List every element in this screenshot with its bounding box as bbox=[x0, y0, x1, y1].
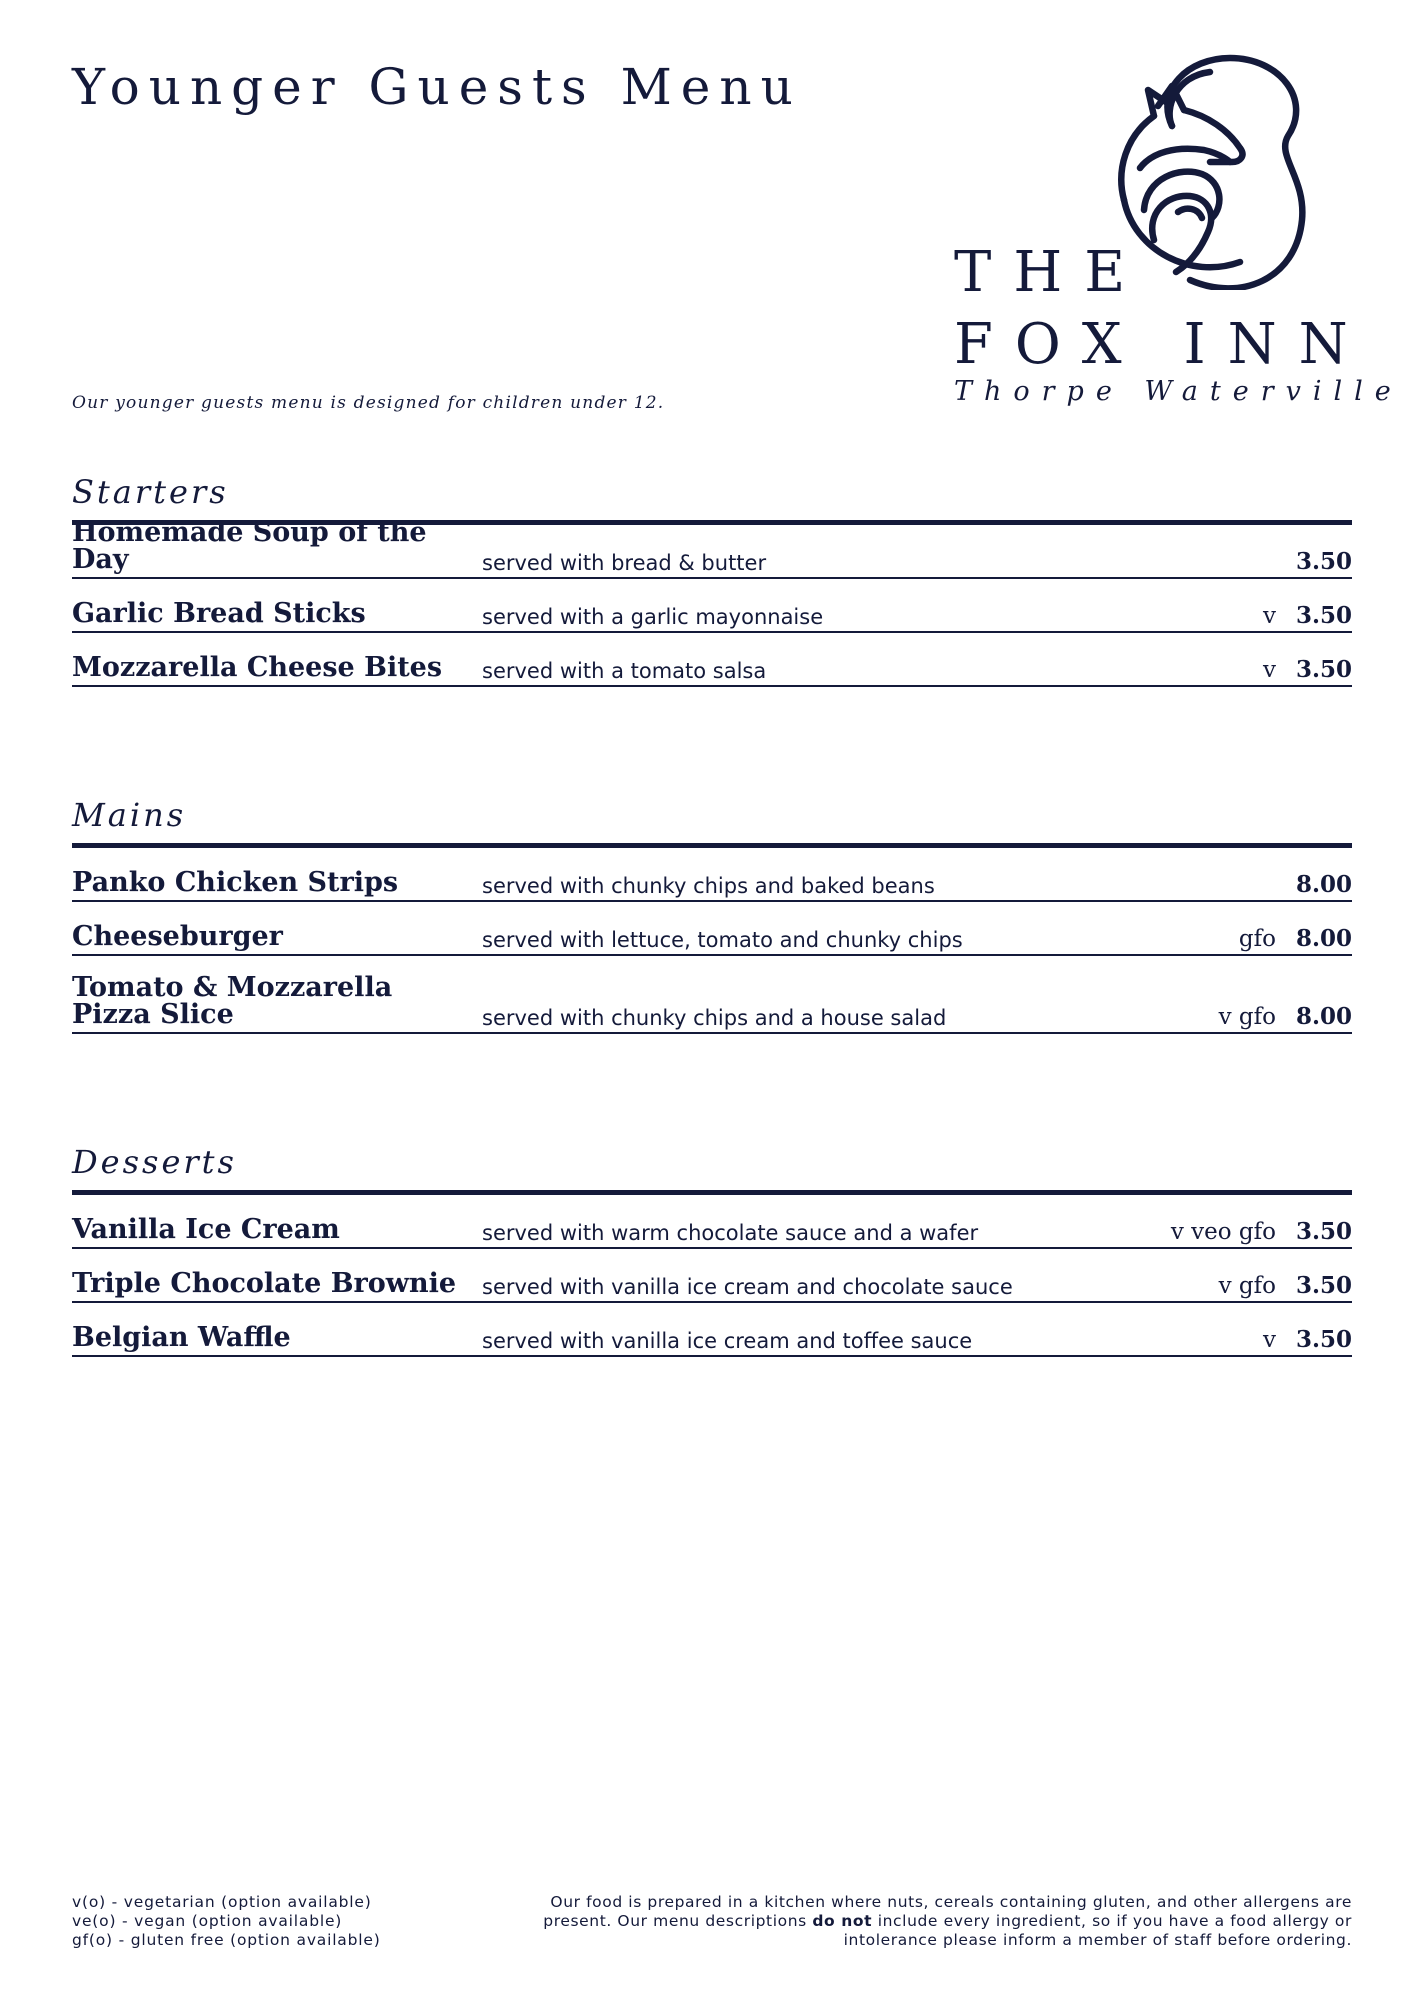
item-price: 8.00 bbox=[1295, 925, 1352, 952]
section-title: Starters bbox=[72, 473, 229, 511]
item-description: served with lettuce, tomato and chunky chips bbox=[482, 928, 963, 952]
item-dietary: v bbox=[1263, 657, 1276, 683]
item-price: 8.00 bbox=[1295, 871, 1352, 898]
item-description: served with bread & butter bbox=[482, 551, 767, 575]
intro-text: Our younger guests menu is designed for children under 12. bbox=[72, 393, 665, 413]
item-name: Vanilla Ice Cream bbox=[72, 1214, 340, 1245]
section-title: Desserts bbox=[72, 1143, 237, 1181]
allergen-notice bbox=[522, 1893, 1352, 1950]
item-price: 3.50 bbox=[1295, 1326, 1352, 1353]
allergen-notice-part1: Our food is prepared in a kitchen where nuts, cereals containing gluten, and other allergens are present. Our menu descriptions bbox=[543, 1893, 1352, 1930]
item-dietary: gfo bbox=[1238, 926, 1276, 952]
item-name: Mozzarella Cheese Bites bbox=[72, 652, 443, 683]
allergen-notice-part2: include every ingredient, so if you have a food allergy or intolerance please inform a member of staff before ordering. bbox=[843, 1912, 1352, 1949]
section-title: Mains bbox=[72, 796, 187, 834]
menu-item bbox=[72, 517, 1352, 579]
key-vegetarian: v(o) - vegetarian (option available) bbox=[72, 1893, 372, 1911]
item-description: served with warm chocolate sauce and a wafer bbox=[482, 1221, 979, 1245]
logo-line-fox-inn: FOX INN bbox=[954, 312, 1370, 377]
allergen-notice-emphasis: do not bbox=[812, 1912, 873, 1930]
dietary-key bbox=[72, 1893, 381, 1950]
item-price: 3.50 bbox=[1295, 656, 1352, 683]
item-description: served with chunky chips and baked beans bbox=[482, 874, 935, 898]
item-name: Cheeseburger bbox=[72, 921, 283, 952]
menu-item bbox=[72, 579, 1352, 633]
logo-line-the: THE bbox=[954, 240, 1148, 305]
item-name: Triple Chocolate Brownie bbox=[72, 1268, 457, 1299]
menu-item bbox=[72, 1249, 1352, 1303]
item-description: served with a garlic mayonnaise bbox=[482, 605, 824, 629]
item-dietary: v bbox=[1263, 603, 1276, 629]
item-dietary: v gfo bbox=[1218, 1004, 1276, 1030]
key-gluten-free: gf(o) - gluten free (option available) bbox=[72, 1931, 381, 1949]
item-price: 3.50 bbox=[1295, 1272, 1352, 1299]
item-name: Tomato & Mozzarella Pizza Slice bbox=[72, 972, 393, 1030]
item-name: Panko Chicken Strips bbox=[72, 867, 399, 898]
item-name: Homemade Soup of the Day bbox=[72, 517, 427, 575]
logo-location: Thorpe Waterville bbox=[954, 376, 1403, 407]
menu-item bbox=[72, 1303, 1352, 1357]
item-price: 8.00 bbox=[1295, 1003, 1352, 1030]
menu-item bbox=[72, 848, 1352, 902]
menu-item bbox=[72, 1195, 1352, 1249]
item-description: served with chunky chips and a house salad bbox=[482, 1006, 947, 1030]
item-description: served with a tomato salsa bbox=[482, 659, 767, 683]
item-price: 3.50 bbox=[1295, 1218, 1352, 1245]
key-vegan: ve(o) - vegan (option available) bbox=[72, 1912, 343, 1930]
item-dietary: v veo gfo bbox=[1170, 1219, 1276, 1245]
item-dietary: v gfo bbox=[1218, 1273, 1276, 1299]
item-name: Belgian Waffle bbox=[72, 1322, 291, 1353]
menu-item bbox=[72, 633, 1352, 687]
item-price: 3.50 bbox=[1295, 548, 1352, 575]
section-starters bbox=[72, 470, 1352, 687]
item-name: Garlic Bread Sticks bbox=[72, 598, 366, 629]
section-mains bbox=[72, 793, 1352, 1034]
fox-inn-logo bbox=[940, 50, 1403, 420]
item-description: served with vanilla ice cream and chocolate sauce bbox=[482, 1275, 1013, 1299]
menu-item bbox=[72, 956, 1352, 1034]
section-desserts bbox=[72, 1140, 1352, 1357]
page-title: Younger Guests Menu bbox=[72, 58, 802, 116]
menu-item bbox=[72, 902, 1352, 956]
item-dietary: v bbox=[1263, 1327, 1276, 1353]
item-price: 3.50 bbox=[1295, 602, 1352, 629]
item-description: served with vanilla ice cream and toffee sauce bbox=[482, 1329, 973, 1353]
